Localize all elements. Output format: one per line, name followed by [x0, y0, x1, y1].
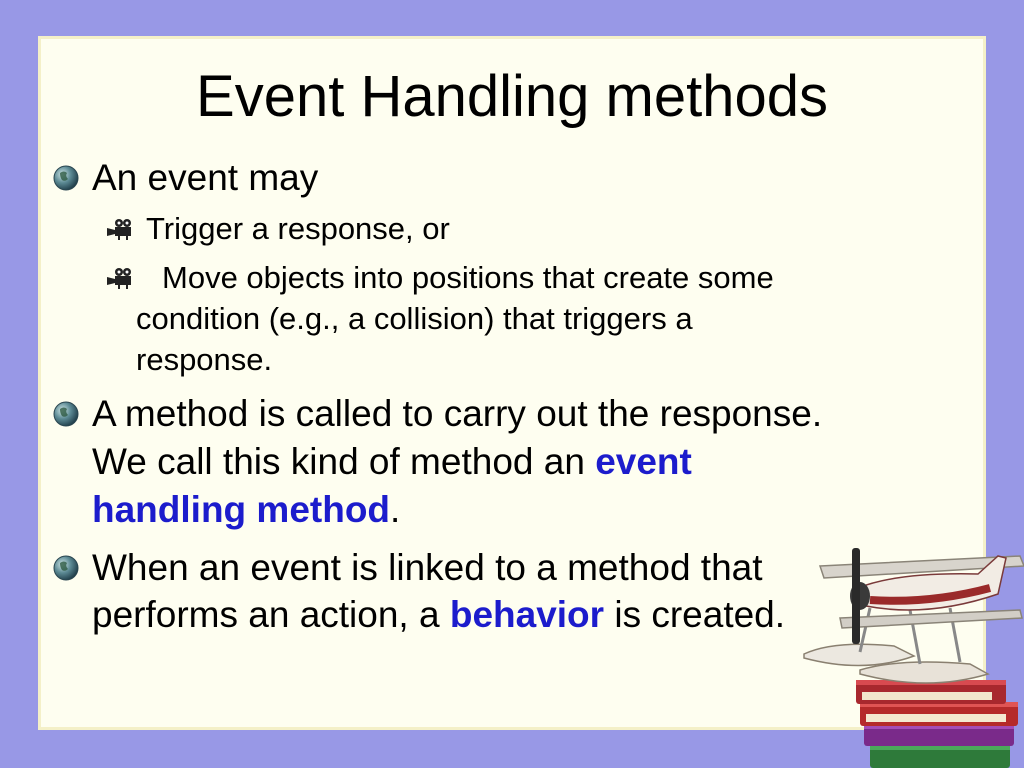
subitem-1-text: Trigger a response, or: [146, 211, 450, 246]
bullet-1-text: An event may: [92, 157, 319, 198]
bullet-2-line-3: [92, 486, 400, 534]
book-stack-icon: [856, 680, 1018, 768]
subitem-2-line-1: Move objects into positions that create some: [162, 260, 774, 295]
seaplane-icon: [804, 548, 1024, 683]
bullet-2-line-1: A method is called to carry out the response.: [92, 393, 823, 434]
film-camera-bullet-icon: [106, 218, 134, 240]
bullet-3-line-1: When an event is linked to a method that: [92, 547, 763, 588]
bullet-2-period: .: [390, 489, 401, 530]
bullet-2-line-2: [92, 438, 692, 486]
bullet-3-line-2-text: performs an action, a: [92, 594, 450, 635]
bullet-3-line-2-end: is created.: [604, 594, 786, 635]
subitem-2-line-3: response.: [136, 342, 273, 377]
globe-bullet-icon: [52, 164, 80, 192]
behavior-term: behavior: [449, 594, 605, 635]
seaplane-books-illustration: [800, 548, 1024, 768]
subitem-2-line-2: condition (e.g., a collision) that triggers a: [136, 301, 693, 336]
handling-method-term: handling method: [92, 489, 391, 530]
slide-title: Event Handling methods: [196, 64, 828, 129]
film-camera-bullet-icon: [106, 267, 134, 289]
event-term: event: [595, 441, 692, 482]
globe-bullet-icon: [52, 554, 80, 582]
bullet-3-line-2: [92, 591, 785, 639]
globe-bullet-icon: [52, 400, 80, 428]
bullet-2-line-2-text: We call this kind of method an: [92, 441, 596, 482]
